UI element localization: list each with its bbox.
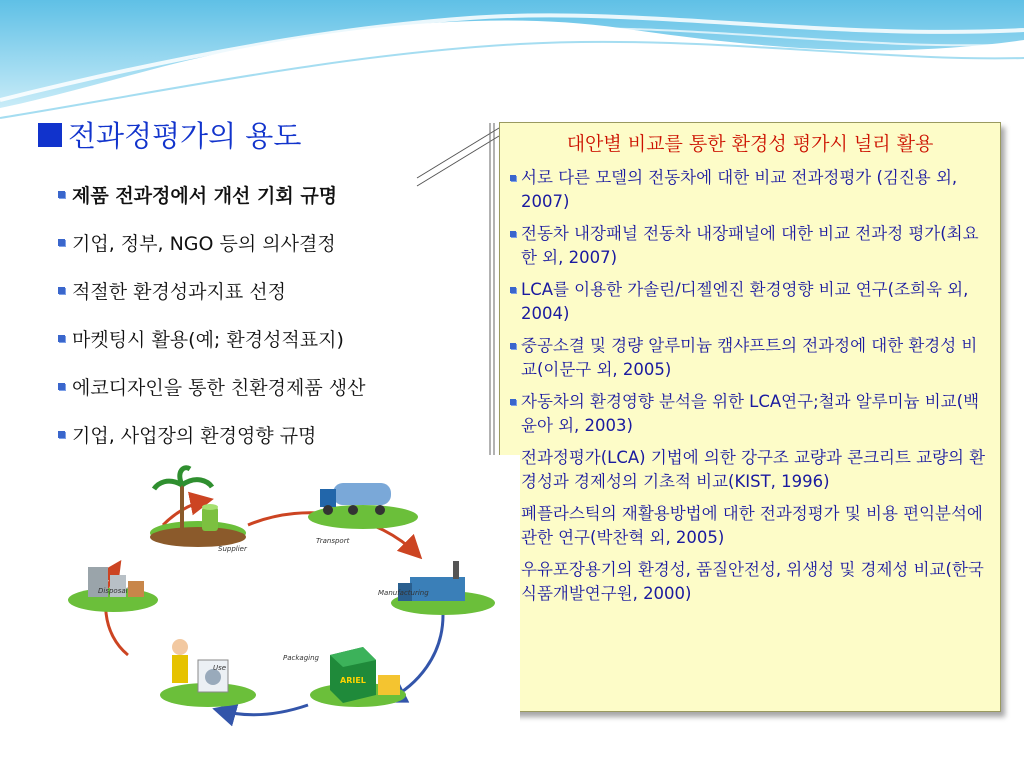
- list-item: 폐플라스틱의 재활용방법에 대한 전과정평가 및 비용 편익분석에 관한 연구(박찬혁 외, 2005): [510, 502, 992, 550]
- stage-label-manufacturing: Manufacturing: [378, 589, 429, 597]
- comparison-panel: [499, 122, 1001, 712]
- stage-label-use: Use: [213, 664, 227, 672]
- bullet-icon: [58, 431, 65, 438]
- panel-list: [510, 166, 992, 606]
- stage-label-disposal: Disposal: [98, 587, 128, 595]
- list-item: LCA를 이용한 가솔린/디젤엔진 환경영향 비교 연구(조희욱 외, 2004): [510, 278, 992, 326]
- bullet-icon: [58, 239, 65, 246]
- panel-title: 대안별 비교를 통한 환경성 평가시 널리 활용: [566, 133, 934, 155]
- list-item: 제품 전과정에서 개선 기회 규명: [58, 170, 488, 218]
- list-item: 에코디자인을 통한 친환경제품 생산: [58, 362, 488, 410]
- list-item: 적절한 환경성과지표 선정: [58, 266, 488, 314]
- bullet-icon: [510, 399, 516, 405]
- bullet-icon: [58, 191, 65, 198]
- bullet-icon: [510, 175, 516, 181]
- list-item: 우유포장용기의 환경성, 품질안전성, 위생성 및 경제성 비교(한국식품개발연구원, 2000): [510, 558, 992, 606]
- bullet-icon: [58, 335, 65, 342]
- left-bullet-list: [58, 170, 488, 458]
- slide-title-text: 전과정평가의 용도: [68, 119, 302, 153]
- bullet-icon: [510, 231, 516, 237]
- bullet-icon: [58, 383, 65, 390]
- stage-label-supplier: Supplier: [218, 545, 247, 553]
- life-cycle-diagram: [58, 455, 520, 745]
- bullet-icon: [510, 287, 516, 293]
- bullet-icon: [510, 343, 516, 349]
- slide-title: [38, 114, 301, 155]
- list-item: 중공소결 및 경량 알루미늄 캠샤프트의 전과정에 대한 환경성 비교(이문구 외, 2005): [510, 334, 992, 382]
- bullet-icon: [58, 287, 65, 294]
- header-wave-decoration: [0, 0, 1024, 120]
- list-item: 기업, 사업장의 환경영향 규명: [58, 410, 488, 458]
- package-brand: ARIEL: [340, 676, 366, 685]
- list-item: 마켓팅시 활용(예; 환경성적표지): [58, 314, 488, 362]
- list-item: 전과정평가(LCA) 기법에 의한 강구조 교량과 콘크리트 교량의 환경성과 경제성의 기초적 비교(KIST, 1996): [510, 446, 992, 494]
- title-square-icon: [38, 123, 62, 147]
- list-item: 자동차의 환경영향 분석을 위한 LCA연구;철과 알루미늄 비교(백윤아 외, 2003): [510, 390, 992, 438]
- stage-label-packaging: Packaging: [283, 654, 319, 662]
- list-item: 기업, 정부, NGO 등의 의사결정: [58, 218, 488, 266]
- callout-connector-lines: [415, 120, 510, 190]
- list-item: 전동차 내장패널 전동차 내장패널에 대한 비교 전과정 평가(최요한 외, 2007): [510, 222, 992, 270]
- stage-label-transport: Transport: [316, 537, 350, 545]
- list-item: 서로 다른 모델의 전동차에 대한 비교 전과정평가 (김진용 외, 2007): [510, 166, 992, 214]
